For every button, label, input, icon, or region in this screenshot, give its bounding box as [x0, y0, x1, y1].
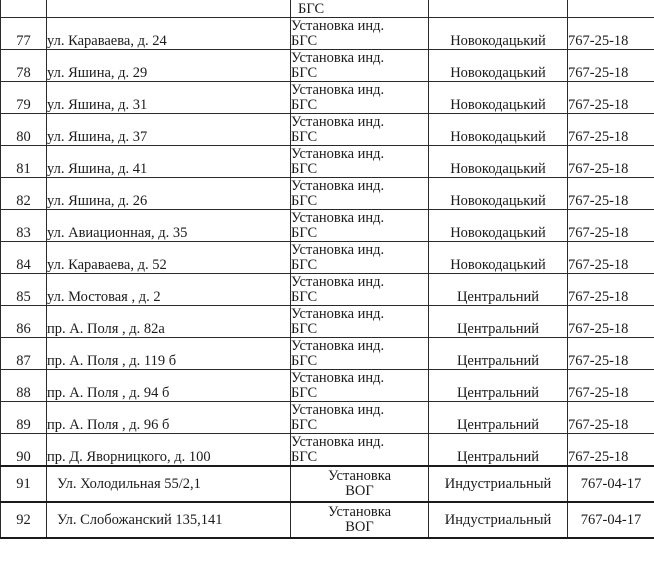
- table-body: [1, 0, 654, 538]
- cell-work-line1: Установка инд.: [291, 401, 385, 418]
- table-row: [1, 242, 654, 274]
- cell-work-line2: БГС: [291, 32, 318, 49]
- cell-district: Индустриальный: [429, 502, 568, 538]
- cell-district: Центральний: [429, 274, 568, 306]
- cell-address: ул. Авиационная, д. 35: [47, 210, 291, 242]
- cell-number: 87: [1, 338, 47, 370]
- table-row: [1, 402, 654, 434]
- cell-work-line2: БГС: [291, 448, 318, 465]
- cell-work: [291, 0, 429, 18]
- cell-work-line1: Установка инд.: [291, 49, 385, 66]
- table-row: [1, 18, 654, 50]
- cell-work-line2: БГС: [291, 192, 318, 209]
- cell-number: 82: [1, 178, 47, 210]
- cell-district: Центральний: [429, 370, 568, 402]
- cell-work-line1: Установка инд.: [291, 305, 385, 322]
- cell-district: Новокодацький: [429, 210, 568, 242]
- cell-work-line2: БГС: [291, 416, 318, 433]
- table-row: [1, 146, 654, 178]
- cell-number: 89: [1, 402, 47, 434]
- table-row: [1, 306, 654, 338]
- cell-work: [291, 274, 429, 306]
- table-row: [1, 82, 654, 114]
- cell-phone: 767-25-18: [568, 434, 654, 467]
- cell-work: [291, 338, 429, 370]
- cell-district: Центральний: [429, 306, 568, 338]
- cell-address: ул. Караваева, д. 24: [47, 18, 291, 50]
- cell-work: [291, 18, 429, 50]
- cell-work-line1: Установка инд.: [291, 369, 385, 386]
- cell-address: ул. Яшина, д. 41: [47, 146, 291, 178]
- cell-address: Ул. Слобожанский 135,141: [47, 502, 291, 538]
- cell-number: 92: [1, 502, 47, 538]
- cell-work: [291, 306, 429, 338]
- cell-work-line2: БГС: [291, 352, 318, 369]
- table-row: [1, 114, 654, 146]
- cell-phone: 767-25-18: [568, 82, 654, 114]
- cell-work-line2: БГС: [291, 320, 318, 337]
- table-row: [1, 50, 654, 82]
- cell-work-line2: БГС: [291, 288, 318, 305]
- cell-work: [291, 178, 429, 210]
- cell-phone: 767-25-18: [568, 338, 654, 370]
- cell-district: Индустриальный: [429, 466, 568, 502]
- cell-work: [291, 242, 429, 274]
- cell-address: пр. А. Поля , д. 82а: [47, 306, 291, 338]
- cell-address: ул. Яшина, д. 29: [47, 50, 291, 82]
- table-row: [1, 338, 654, 370]
- cell-work-line1: Установка инд.: [291, 337, 385, 354]
- cell-district: [429, 0, 568, 18]
- cell-work-text: БГС: [298, 0, 325, 17]
- cell-number: 90: [1, 434, 47, 467]
- table-row: [1, 210, 654, 242]
- cell-work-line2: БГС: [291, 160, 318, 177]
- cell-number: 79: [1, 82, 47, 114]
- table-row: [1, 502, 654, 538]
- cell-work-line2: ВОГ: [345, 483, 374, 499]
- cell-district: Новокодацький: [429, 82, 568, 114]
- cell-work-line2: БГС: [291, 128, 318, 145]
- table-row: [1, 370, 654, 402]
- cell-number: [1, 0, 47, 18]
- cell-work: [291, 466, 429, 502]
- cell-address: ул. Яшина, д. 37: [47, 114, 291, 146]
- table-row: [1, 434, 654, 467]
- cell-phone: 767-25-18: [568, 210, 654, 242]
- cell-number: 88: [1, 370, 47, 402]
- cell-work: [291, 82, 429, 114]
- cell-number: 80: [1, 114, 47, 146]
- cell-address: Ул. Холодильная 55/2,1: [47, 466, 291, 502]
- cell-phone: 767-25-18: [568, 178, 654, 210]
- cell-work: [291, 114, 429, 146]
- cell-district: Центральний: [429, 338, 568, 370]
- cell-work-line1: Установка инд.: [291, 145, 385, 162]
- cell-work-line1: Установка: [327, 467, 392, 484]
- cell-district: Новокодацький: [429, 114, 568, 146]
- cell-district: Новокодацький: [429, 146, 568, 178]
- cell-work: [291, 402, 429, 434]
- cell-work-line1: Установка инд.: [291, 241, 385, 258]
- cell-phone: 767-04-17: [568, 466, 654, 502]
- cell-district: Центральний: [429, 402, 568, 434]
- cell-number: 77: [1, 18, 47, 50]
- cell-phone: 767-25-18: [568, 50, 654, 82]
- cell-address: пр. А. Поля , д. 96 б: [47, 402, 291, 434]
- cell-work-line2: БГС: [291, 384, 318, 401]
- cell-work-line2: ВОГ: [345, 519, 374, 535]
- cell-number: 86: [1, 306, 47, 338]
- cell-phone: 767-25-18: [568, 114, 654, 146]
- cell-number: 84: [1, 242, 47, 274]
- cell-phone: 767-25-18: [568, 18, 654, 50]
- cell-work: [291, 146, 429, 178]
- cell-number: 83: [1, 210, 47, 242]
- cell-address: ул. Яшина, д. 31: [47, 82, 291, 114]
- cell-address: ул. Мостовая , д. 2: [47, 274, 291, 306]
- cell-work-line1: Установка инд.: [291, 113, 385, 130]
- cell-district: Центральний: [429, 434, 568, 467]
- cell-address: пр. А. Поля , д. 94 б: [47, 370, 291, 402]
- cell-district: Новокодацький: [429, 242, 568, 274]
- cell-work-line1: Установка инд.: [291, 81, 385, 98]
- table-row: [1, 466, 654, 502]
- table-row: [1, 274, 654, 306]
- table-row: [1, 178, 654, 210]
- cell-work-line1: Установка инд.: [291, 273, 385, 290]
- cell-district: Новокодацький: [429, 178, 568, 210]
- cell-phone: 767-25-18: [568, 146, 654, 178]
- cell-work-line1: Установка инд.: [291, 209, 385, 226]
- cell-phone: 767-04-17: [568, 502, 654, 538]
- cell-work-line1: Установка инд.: [291, 433, 385, 450]
- cell-phone: 767-25-18: [568, 306, 654, 338]
- cell-work: [291, 502, 429, 538]
- cell-phone: 767-25-18: [568, 274, 654, 306]
- cell-work-line2: БГС: [291, 256, 318, 273]
- cell-address: пр. А. Поля , д. 119 б: [47, 338, 291, 370]
- cell-work: [291, 210, 429, 242]
- cell-work-line1: Установка инд.: [291, 17, 385, 34]
- cell-phone: 767-25-18: [568, 402, 654, 434]
- cell-address: [47, 0, 291, 18]
- cell-number: 85: [1, 274, 47, 306]
- cell-work-line2: БГС: [291, 224, 318, 241]
- cell-work-line2: БГС: [291, 64, 318, 81]
- cell-phone: 767-25-18: [568, 370, 654, 402]
- cell-number: 81: [1, 146, 47, 178]
- cell-district: Новокодацький: [429, 50, 568, 82]
- cell-address: ул. Караваева, д. 52: [47, 242, 291, 274]
- cell-work: [291, 434, 429, 467]
- cell-work-line1: Установка: [327, 503, 392, 520]
- table-row-clipped: [1, 0, 654, 18]
- cell-district: Новокодацький: [429, 18, 568, 50]
- cell-work: [291, 50, 429, 82]
- cell-phone: [568, 0, 654, 18]
- cell-number: 78: [1, 50, 47, 82]
- cell-phone: 767-25-18: [568, 242, 654, 274]
- cell-work-line2: БГС: [291, 96, 318, 113]
- cell-work: [291, 370, 429, 402]
- cell-work-line1: Установка инд.: [291, 177, 385, 194]
- cell-number: 91: [1, 466, 47, 502]
- cell-address: пр. Д. Яворницкого, д. 100: [47, 434, 291, 467]
- cell-address: ул. Яшина, д. 26: [47, 178, 291, 210]
